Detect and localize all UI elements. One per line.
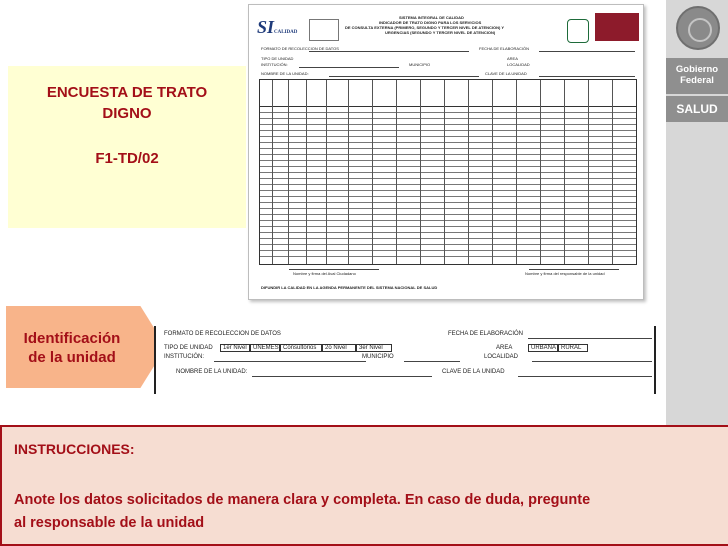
strip-nivel3: 3er Nivel <box>359 345 383 351</box>
instructions-body <box>14 489 720 535</box>
form-code: F1-TD/02 <box>95 150 159 167</box>
strip-consultorios: Consultorios <box>283 345 317 351</box>
thumb-area: AREA <box>507 56 518 61</box>
strip-fecha: FECHA DE ELABORACIÓN <box>448 331 524 337</box>
form-header-2: INDICADOR DE TRATO DIGNO PARA LOS SERVICIOS <box>379 20 482 25</box>
issste-logo-icon <box>309 19 339 41</box>
survey-title-line1: ENCUESTA DE TRATO <box>46 84 208 101</box>
gobierno-federal-band <box>666 58 728 94</box>
strip-urbana: URBANA <box>531 345 557 351</box>
arrow-label-line2: de la unidad <box>28 349 116 366</box>
thumb-municipio: MUNICIPIO <box>409 62 431 67</box>
salud-logo-icon <box>595 13 639 41</box>
form-header-4: URGENCIAS (SEGUNDO Y TERCER NIVEL DE ATENCION) <box>385 30 496 35</box>
thumb-formato: FORMATO DE RECOLECCION DE DATOS <box>261 46 339 51</box>
thumb-fecha: FECHA DE ELABORACIÓN <box>479 46 530 51</box>
survey-grid <box>259 79 637 265</box>
strip-formato: FORMATO DE RECOLECCION DE DATOS <box>164 331 281 337</box>
imss-logo-icon <box>567 19 589 43</box>
strip-municipio: MUNICIPIO <box>362 354 394 360</box>
form-thumbnail <box>248 4 644 300</box>
logo-si-text: SI <box>257 17 275 37</box>
national-seal-icon <box>676 6 720 50</box>
thumb-institucion: INSTITUCIÓN: <box>261 62 288 67</box>
thumb-clave: CLAVE DE LA UNIDAD <box>485 71 527 76</box>
arrow-label <box>10 329 134 367</box>
signature-right: Nombre y firma del responsable de la unidad <box>525 271 605 276</box>
signature-left: Nombre y firma del Aval Ciudadano <box>293 271 356 276</box>
logo-si-sub: CALIDAD <box>274 30 298 35</box>
survey-title-panel <box>8 66 246 228</box>
instructions-line1: Anote los datos solicitados de manera clara y completa. En caso de duda, pregunte <box>14 492 591 508</box>
strip-nivel2: 2o Nivel <box>325 345 347 351</box>
form-header-3: DE CONSULTA EXTERNA (PRIMERO, SEGUNDO Y TERCER NIVEL DE ATENCION) Y <box>345 25 505 30</box>
si-calidad-logo <box>257 17 297 38</box>
strip-rural: RURAL <box>561 345 582 351</box>
instructions-box <box>0 425 728 546</box>
thumb-tipo: TIPO DE UNIDAD <box>261 56 294 61</box>
identification-strip <box>154 326 656 394</box>
salud-band: SALUD <box>666 96 728 122</box>
arrow-label-line1: Identificación <box>23 330 121 347</box>
instructions-heading: INSTRUCCIONES: <box>14 441 135 457</box>
band1-line2: Federal <box>680 75 714 86</box>
strip-localidad: LOCALIDAD <box>484 354 519 360</box>
thumb-nombre: NOMBRE DE LA UNIDAD: <box>261 71 309 76</box>
strip-institucion: INSTITUCIÓN: <box>164 354 204 360</box>
strip-tipo: TIPO DE UNIDAD <box>164 345 213 351</box>
band1-line1: Gobierno <box>675 64 719 75</box>
strip-unemes: UNEMES <box>253 345 279 351</box>
strip-nombre: NOMBRE DE LA UNIDAD: <box>176 369 248 375</box>
thumb-localidad: LOCALIDAD <box>507 62 530 67</box>
survey-title-line2: DIGNO <box>102 105 152 122</box>
strip-area: AREA <box>496 345 513 351</box>
strip-clave: CLAVE DE LA UNIDAD <box>442 369 505 375</box>
form-footer: DIFUNDIR LA CALIDAD EN LA AGENDA PERMANENTE DEL SISTEMA NACIONAL DE SALUD <box>261 285 438 290</box>
identification-arrow <box>6 306 166 388</box>
strip-nivel1: 1er Nivel <box>223 345 247 351</box>
form-header-1: SISTEMA INTEGRAL DE CALIDAD <box>399 15 464 20</box>
instructions-line2: al responsable de la unidad <box>14 515 205 531</box>
